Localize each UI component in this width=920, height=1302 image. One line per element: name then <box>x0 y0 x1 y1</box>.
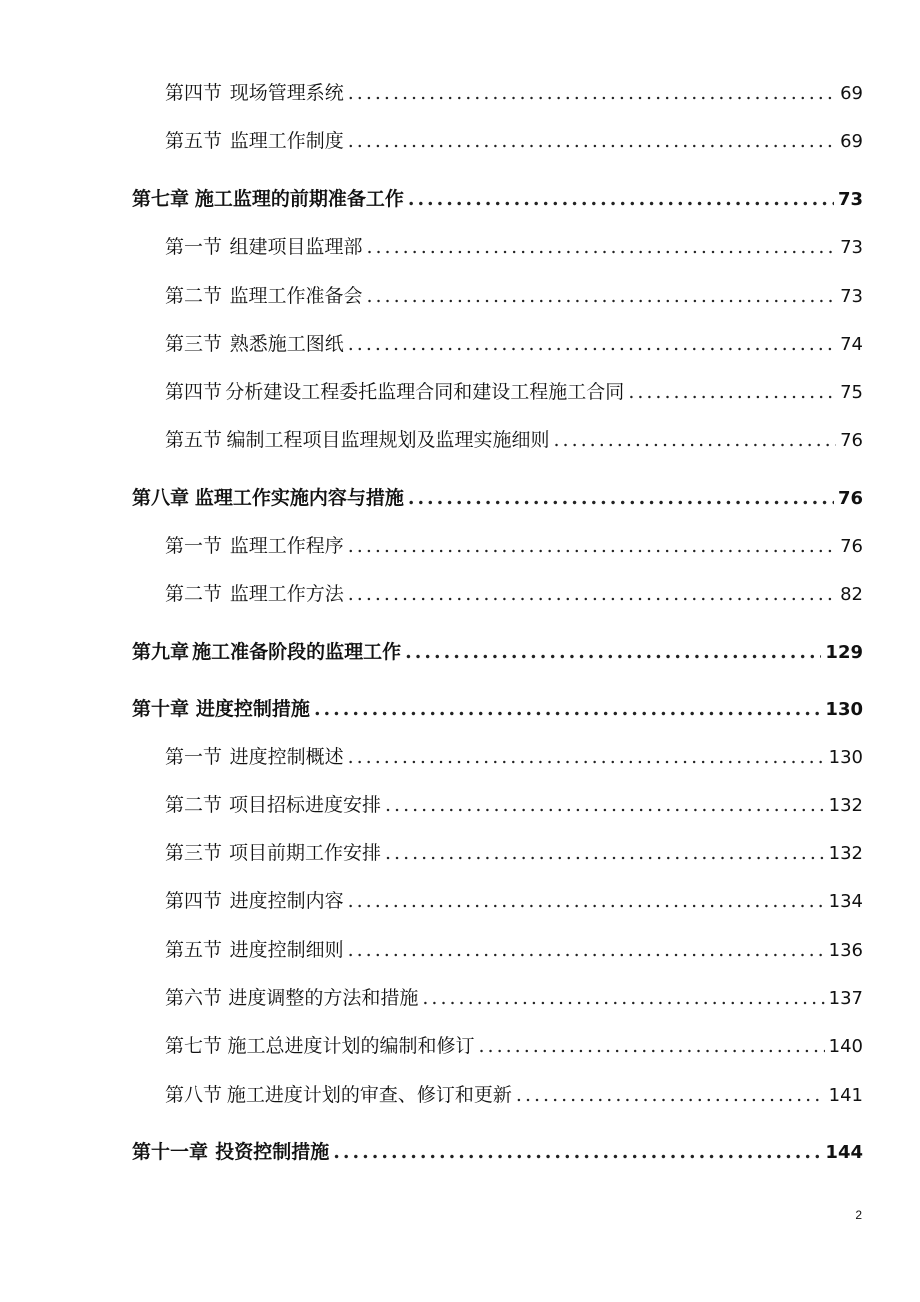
toc-entry-label: 第八节 <box>165 1084 223 1106</box>
toc-entry-title: 分析建设工程委托监理合同和建设工程施工合同 <box>225 381 625 403</box>
toc-entry-title: 项目招标进度安排 <box>228 794 381 816</box>
toc-section-entry[interactable] <box>0 886 863 913</box>
toc-chapter-entry[interactable] <box>0 184 863 211</box>
dot-leader <box>333 1141 821 1163</box>
toc-entry-label: 第六节 <box>165 987 223 1009</box>
toc-entry-page: 130 <box>828 747 863 768</box>
toc-entry-page: 76 <box>840 430 863 451</box>
toc-chapter-entry[interactable] <box>0 1137 863 1164</box>
toc-entry-title: 监理工作方法 <box>229 583 344 605</box>
toc-entry-title: 投资控制措施 <box>215 1141 330 1163</box>
toc-section-entry[interactable] <box>0 531 863 558</box>
toc-entry-label: 第三节 <box>165 333 223 355</box>
toc-entry-page: 73 <box>840 237 863 258</box>
dot-leader <box>405 641 821 663</box>
toc-entry-page: 129 <box>825 642 863 663</box>
toc-section-entry[interactable] <box>0 935 863 962</box>
toc-section-entry[interactable] <box>0 377 863 404</box>
toc-entry-label: 第七节 <box>165 1035 223 1057</box>
toc-entry-title: 熟悉施工图纸 <box>229 333 344 355</box>
toc-entry-title: 监理工作程序 <box>229 535 344 557</box>
toc-section-entry[interactable] <box>0 126 863 153</box>
toc-section-entry[interactable] <box>0 579 863 606</box>
toc-entry-page: 76 <box>837 488 863 509</box>
toc-entry-label: 第三节 <box>165 842 223 864</box>
dot-leader <box>628 381 836 403</box>
toc-entry-label: 第四节 <box>165 381 223 403</box>
dot-leader <box>422 987 824 1009</box>
dot-leader <box>408 487 834 509</box>
toc-entry-title: 监理工作实施内容与措施 <box>194 487 404 509</box>
toc-entry-title: 监理工作准备会 <box>229 285 363 307</box>
toc-entry-page: 73 <box>840 286 863 307</box>
toc-entry-page: 76 <box>840 536 863 557</box>
dot-leader <box>479 1035 825 1057</box>
toc-entry-page: 73 <box>837 189 863 210</box>
dot-leader <box>314 698 821 720</box>
toc-entry-label: 第十一章 <box>132 1141 209 1163</box>
toc-entry-title: 项目前期工作安排 <box>228 842 381 864</box>
toc-entry-title: 进度控制概述 <box>229 746 344 768</box>
toc-entry-label: 第五节 <box>165 939 223 961</box>
toc-entry-title: 进度调整的方法和措施 <box>228 987 419 1009</box>
toc-entry-label: 第五节 <box>165 130 223 152</box>
toc-entry-page: 69 <box>840 83 863 104</box>
toc-section-entry[interactable] <box>0 790 863 817</box>
toc-entry-page: 74 <box>840 334 863 355</box>
toc-entry-label: 第一节 <box>165 236 223 258</box>
toc-entry-label: 第九章 <box>132 641 190 663</box>
toc-entry-page: 141 <box>828 1085 863 1106</box>
dot-leader <box>348 535 836 557</box>
toc-entry-label: 第一节 <box>165 535 223 557</box>
dot-leader <box>348 890 825 912</box>
toc-entry-page: 137 <box>828 988 863 1009</box>
toc-entry-page: 69 <box>840 131 863 152</box>
toc-section-entry[interactable] <box>0 281 863 308</box>
toc-entry-title: 进度控制内容 <box>229 890 344 912</box>
toc-entry-page: 75 <box>840 382 863 403</box>
page-number: 2 <box>855 1208 862 1222</box>
toc-section-entry[interactable] <box>0 1031 863 1058</box>
toc-entry-label: 第四节 <box>165 82 223 104</box>
toc-entry-title: 施工总进度计划的编制和修订 <box>227 1035 475 1057</box>
toc-section-entry[interactable] <box>0 1080 863 1107</box>
toc-entry-page: 132 <box>828 843 863 864</box>
dot-leader <box>408 188 834 210</box>
toc-entry-title: 施工准备阶段的监理工作 <box>192 641 402 663</box>
toc-entry-title: 施工监理的前期准备工作 <box>194 188 404 210</box>
dot-leader <box>385 842 825 864</box>
dot-leader <box>366 236 836 258</box>
toc-entry-label: 第二节 <box>165 583 223 605</box>
toc-section-entry[interactable] <box>0 78 863 105</box>
dot-leader <box>348 82 836 104</box>
toc-entry-title: 施工进度计划的审查、修订和更新 <box>226 1084 512 1106</box>
toc-chapter-entry[interactable] <box>0 637 863 664</box>
toc-entry-title: 编制工程项目监理规划及监理实施细则 <box>226 429 550 451</box>
toc-entry-page: 130 <box>825 699 863 720</box>
toc-entry-label: 第二节 <box>165 285 223 307</box>
toc-entry-page: 134 <box>828 891 863 912</box>
toc-section-entry[interactable] <box>0 838 863 865</box>
toc-entry-label: 第五节 <box>165 429 223 451</box>
dot-leader <box>385 794 825 816</box>
toc-chapter-entry[interactable] <box>0 694 863 721</box>
toc-entry-label: 第一节 <box>165 746 223 768</box>
toc-entry-label: 第四节 <box>165 890 223 912</box>
toc-section-entry[interactable] <box>0 232 863 259</box>
toc-section-entry[interactable] <box>0 983 863 1010</box>
toc-chapter-entry[interactable] <box>0 483 863 510</box>
dot-leader <box>516 1084 825 1106</box>
toc-entry-title: 进度控制细则 <box>229 939 344 961</box>
toc-section-entry[interactable] <box>0 329 863 356</box>
toc-entry-title: 监理工作制度 <box>229 130 344 152</box>
toc-entry-page: 132 <box>828 795 863 816</box>
dot-leader <box>366 285 836 307</box>
toc-entry-page: 140 <box>828 1036 863 1057</box>
toc-entry-page: 82 <box>840 584 863 605</box>
toc-section-entry[interactable] <box>0 425 863 452</box>
toc-entry-page: 144 <box>825 1142 863 1163</box>
dot-leader <box>348 583 836 605</box>
dot-leader <box>348 939 825 961</box>
toc-entry-title: 组建项目监理部 <box>229 236 363 258</box>
dot-leader <box>554 429 837 451</box>
toc-entry-title: 进度控制措施 <box>195 698 310 720</box>
toc-entry-label: 第二节 <box>165 794 223 816</box>
dot-leader <box>348 130 836 152</box>
dot-leader <box>348 746 825 768</box>
toc-section-entry[interactable] <box>0 742 863 769</box>
toc-entry-label: 第十章 <box>132 698 190 720</box>
toc-entry-label: 第七章 <box>132 188 190 210</box>
toc-entry-label: 第八章 <box>132 487 190 509</box>
toc-entry-title: 现场管理系统 <box>229 82 344 104</box>
toc-entry-page: 136 <box>828 940 863 961</box>
dot-leader <box>348 333 836 355</box>
